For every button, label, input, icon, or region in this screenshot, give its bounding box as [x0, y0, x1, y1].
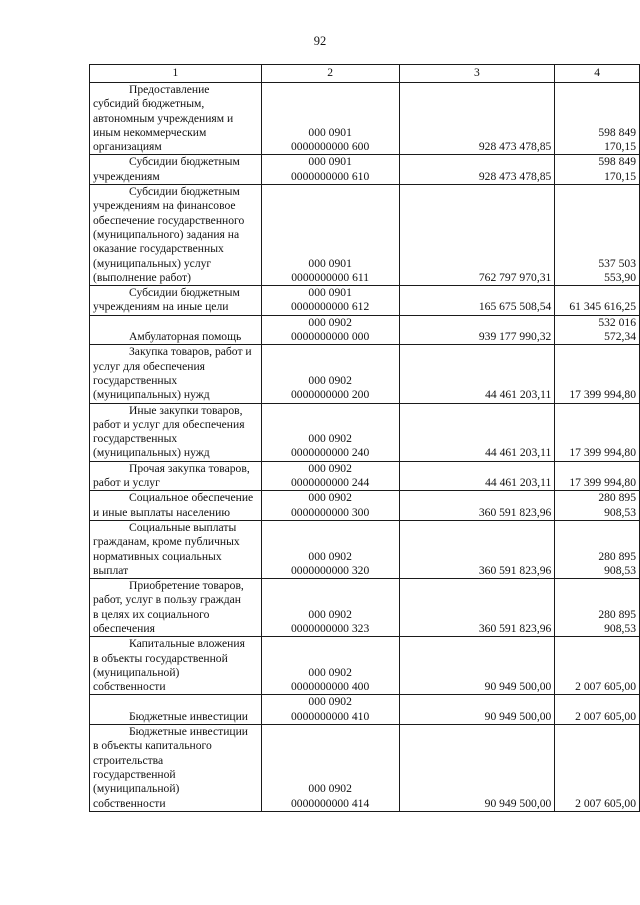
row-amount-cell-line: 360 591 823,96	[478, 621, 552, 635]
row-name-cell-line: строительства	[93, 753, 164, 767]
row-name-cell	[90, 315, 262, 345]
row-code-cell	[261, 345, 399, 403]
row-code-cell-line: 0000000000 610	[291, 169, 370, 183]
row-name-cell	[90, 83, 262, 155]
row-amount2-cell	[555, 725, 640, 812]
row-code-cell	[261, 695, 399, 725]
row-amount2-cell	[555, 286, 640, 316]
row-name-cell	[90, 637, 262, 695]
row-name-cell-line: (муниципальной)	[93, 782, 180, 796]
row-amount2-cell	[555, 461, 640, 491]
header-column-2: 2	[261, 65, 399, 83]
table-row	[90, 286, 640, 316]
row-amount-cell-line: 360 591 823,96	[478, 505, 552, 519]
row-name-cell-line: Капитальные вложения	[129, 637, 245, 651]
row-amount-cell-line: 928 473 478,85	[478, 140, 552, 154]
row-amount2-cell-line: 17 399 994,80	[569, 388, 636, 402]
table-row	[90, 315, 640, 345]
row-amount2-cell	[555, 637, 640, 695]
row-amount2-cell	[555, 315, 640, 345]
row-amount-cell	[399, 695, 555, 725]
row-amount2-cell	[555, 520, 640, 578]
row-name-cell	[90, 403, 262, 461]
table-row	[90, 637, 640, 695]
row-code-cell	[261, 461, 399, 491]
row-code-cell-line: 0000000000 600	[291, 140, 370, 154]
header-column-1: 1	[90, 65, 262, 83]
row-amount2-cell-line: 61 345 616,25	[569, 300, 636, 314]
row-code-cell	[261, 315, 399, 345]
row-name-cell-line: субсидий бюджетным,	[93, 97, 205, 111]
row-code-cell-line: 000 0902	[308, 461, 352, 475]
row-code-cell-line: 000 0902	[308, 491, 352, 505]
row-code-cell	[261, 491, 399, 521]
row-amount2-cell	[555, 155, 640, 185]
row-name-cell-line: (муниципальных) нужд	[93, 446, 210, 460]
budget-table-body	[90, 65, 640, 812]
row-name-cell-line: Субсидии бюджетным	[129, 185, 240, 199]
row-code-cell-line: 0000000000 410	[291, 709, 370, 723]
row-code-cell-line: 000 0902	[308, 695, 352, 709]
table-row	[90, 695, 640, 725]
row-name-cell-line: в целях их социального	[93, 607, 210, 621]
row-amount2-cell-line: 2 007 605,00	[575, 796, 636, 810]
row-amount2-cell	[555, 403, 640, 461]
row-name-cell-line: организациям	[93, 140, 162, 154]
row-amount-cell-line: 90 949 500,00	[484, 796, 552, 810]
row-amount2-cell-line: 17 399 994,80	[569, 446, 636, 460]
row-amount2-cell	[555, 345, 640, 403]
row-name-cell	[90, 491, 262, 521]
row-name-cell	[90, 345, 262, 403]
row-amount-cell-line: 44 461 203,11	[485, 476, 552, 490]
row-code-cell-line: 000 0902	[308, 549, 352, 563]
row-amount-cell-line: 928 473 478,85	[478, 169, 552, 183]
row-amount-cell	[399, 83, 555, 155]
row-name-cell-line: (муниципальных) услуг	[93, 256, 212, 270]
row-amount-cell-line: 360 591 823,96	[478, 563, 552, 577]
row-name-cell	[90, 725, 262, 812]
row-name-cell	[90, 155, 262, 185]
row-name-cell-line: собственности	[93, 796, 166, 810]
row-code-cell-line: 000 0902	[308, 607, 352, 621]
row-code-cell	[261, 185, 399, 286]
row-code-cell-line: 000 0901	[308, 256, 352, 270]
row-code-cell-line: 000 0902	[308, 315, 352, 329]
row-name-cell-line: учреждениям на финансовое	[93, 199, 236, 213]
row-name-cell-line: в объекты капитального	[93, 739, 212, 753]
row-name-cell-line: Прочая закупка товаров,	[129, 461, 250, 475]
row-code-cell	[261, 155, 399, 185]
row-name-cell-line: работ и услуг для обеспечения	[93, 417, 245, 431]
row-name-cell-line: оказание государственных	[93, 242, 224, 256]
table-row	[90, 725, 640, 812]
table-row	[90, 491, 640, 521]
row-amount-cell	[399, 725, 555, 812]
row-name-cell-line: гражданам, кроме публичных	[93, 535, 240, 549]
row-amount2-cell	[555, 579, 640, 637]
table-row	[90, 155, 640, 185]
row-amount-cell	[399, 155, 555, 185]
row-code-cell	[261, 637, 399, 695]
row-amount2-cell-line: 2 007 605,00	[575, 680, 636, 694]
row-name-cell	[90, 695, 262, 725]
row-name-cell	[90, 520, 262, 578]
row-amount2-cell-line: 572,34	[604, 330, 636, 344]
row-name-cell-line: учреждениям на иные цели	[93, 300, 229, 314]
row-code-cell	[261, 403, 399, 461]
row-amount2-cell-line: 280 895	[598, 549, 636, 563]
row-name-cell-line: Социальные выплаты	[129, 520, 237, 534]
row-name-cell-line: Бюджетные инвестиции	[129, 725, 249, 739]
table-row	[90, 185, 640, 286]
row-code-cell-line: 0000000000 240	[291, 446, 370, 460]
row-name-cell-line: автономным учреждениям и	[93, 111, 234, 125]
row-code-cell-line: 0000000000 244	[291, 476, 370, 490]
row-code-cell-line: 000 0901	[308, 125, 352, 139]
row-amount2-cell	[555, 491, 640, 521]
row-name-cell-line: Приобретение товаров,	[129, 579, 244, 593]
row-name-cell	[90, 579, 262, 637]
row-name-cell-line: работ и услуг	[93, 476, 160, 490]
row-name-cell-line: нормативных социальных	[93, 549, 222, 563]
row-code-cell-line: 000 0901	[308, 286, 352, 300]
row-code-cell-line: 000 0902	[308, 373, 352, 387]
row-name-cell-line: в объекты государственной	[93, 651, 228, 665]
table-header-row	[90, 65, 640, 83]
table-row	[90, 83, 640, 155]
row-name-cell	[90, 286, 262, 316]
row-code-cell-line: 0000000000 400	[291, 680, 370, 694]
row-name-cell-line: Субсидии бюджетным	[129, 286, 240, 300]
row-name-cell-line: (муниципальной)	[93, 665, 180, 679]
row-name-cell-line: обеспечение государственного	[93, 213, 245, 227]
row-code-cell-line: 000 0902	[308, 665, 352, 679]
row-amount-cell-line: 762 797 970,31	[478, 270, 552, 284]
row-name-cell-line: Бюджетные инвестиции	[129, 709, 249, 723]
row-name-cell-line: собственности	[93, 680, 166, 694]
row-name-cell-line: работ, услуг в пользу граждан	[93, 593, 241, 607]
table-row	[90, 520, 640, 578]
table-row	[90, 403, 640, 461]
row-name-cell-line: Иные закупки товаров,	[129, 403, 243, 417]
row-name-cell-line: Социальное обеспечение	[129, 491, 254, 505]
row-code-cell	[261, 579, 399, 637]
row-name-cell-line: иным некоммерческим	[93, 125, 207, 139]
row-name-cell-line: Субсидии бюджетным	[129, 155, 240, 169]
row-amount-cell-line: 165 675 508,54	[478, 300, 552, 314]
row-name-cell-line: Закупка товаров, работ и	[129, 345, 252, 359]
row-code-cell-line: 0000000000 300	[291, 505, 370, 519]
row-code-cell-line: 000 0901	[308, 155, 352, 169]
row-code-cell-line: 0000000000 611	[291, 270, 370, 284]
table-row	[90, 345, 640, 403]
row-amount2-cell	[555, 695, 640, 725]
row-name-cell-line: учреждениям	[93, 169, 160, 183]
row-amount2-cell-line: 908,53	[604, 621, 636, 635]
row-name-cell-line: (выполнение работ)	[93, 270, 191, 284]
row-amount-cell	[399, 637, 555, 695]
table-row	[90, 461, 640, 491]
row-name-cell-line: государственной	[93, 767, 176, 781]
row-amount2-cell-line: 532 016	[598, 315, 636, 329]
row-name-cell-line: услуг для обеспечения	[93, 359, 205, 373]
row-amount-cell	[399, 461, 555, 491]
row-amount-cell	[399, 286, 555, 316]
row-amount-cell	[399, 185, 555, 286]
row-amount-cell	[399, 403, 555, 461]
row-amount-cell	[399, 520, 555, 578]
row-amount-cell	[399, 315, 555, 345]
row-name-cell-line: обеспечения	[93, 621, 155, 635]
row-code-cell	[261, 725, 399, 812]
row-code-cell	[261, 83, 399, 155]
row-amount2-cell-line: 280 895	[598, 491, 636, 505]
row-code-cell-line: 0000000000 612	[291, 300, 370, 314]
row-name-cell-line: и иные выплаты населению	[93, 505, 230, 519]
row-code-cell	[261, 286, 399, 316]
row-code-cell-line: 000 0902	[308, 432, 352, 446]
header-column-3: 3	[399, 65, 555, 83]
row-amount2-cell	[555, 185, 640, 286]
row-amount-cell-line: 44 461 203,11	[485, 446, 552, 460]
row-name-cell-line: Предоставление	[129, 83, 210, 96]
row-amount-cell-line: 44 461 203,11	[485, 388, 552, 402]
row-amount-cell	[399, 345, 555, 403]
row-amount-cell-line: 939 177 990,32	[478, 330, 552, 344]
row-amount2-cell-line: 598 849	[598, 155, 636, 169]
row-code-cell-line: 0000000000 323	[291, 621, 370, 635]
row-name-cell-line: Амбулаторная помощь	[129, 330, 242, 344]
row-name-cell-line: государственных	[93, 432, 178, 446]
row-amount2-cell-line: 908,53	[604, 505, 636, 519]
row-name-cell	[90, 461, 262, 491]
row-code-cell	[261, 520, 399, 578]
row-code-cell-line: 0000000000 320	[291, 563, 370, 577]
row-amount-cell	[399, 491, 555, 521]
row-name-cell	[90, 185, 262, 286]
row-amount2-cell-line: 170,15	[604, 169, 636, 183]
row-amount2-cell-line: 908,53	[604, 563, 636, 577]
row-name-cell-line: государственных	[93, 373, 178, 387]
row-name-cell-line: (муниципального) задания на	[93, 227, 240, 241]
row-amount2-cell-line: 598 849	[598, 125, 636, 139]
row-code-cell-line: 0000000000 000	[291, 330, 370, 344]
row-code-cell-line: 0000000000 414	[291, 796, 370, 810]
row-amount2-cell-line: 553,90	[604, 270, 636, 284]
row-amount-cell-line: 90 949 500,00	[484, 709, 552, 723]
row-amount2-cell-line: 280 895	[598, 607, 636, 621]
row-code-cell-line: 000 0902	[308, 782, 352, 796]
row-amount-cell-line: 90 949 500,00	[484, 680, 552, 694]
header-column-4: 4	[555, 65, 640, 83]
page-number: 92	[313, 34, 327, 48]
row-amount2-cell-line: 537 503	[598, 256, 636, 270]
row-amount2-cell	[555, 83, 640, 155]
row-name-cell-line: (муниципальных) нужд	[93, 388, 210, 402]
row-amount2-cell-line: 170,15	[604, 140, 636, 154]
row-code-cell-line: 0000000000 200	[291, 388, 370, 402]
budget-table	[89, 64, 640, 812]
table-row	[90, 579, 640, 637]
row-name-cell-line: выплат	[93, 563, 129, 577]
row-amount2-cell-line: 2 007 605,00	[575, 709, 636, 723]
row-amount-cell	[399, 579, 555, 637]
row-amount2-cell-line: 17 399 994,80	[569, 476, 636, 490]
